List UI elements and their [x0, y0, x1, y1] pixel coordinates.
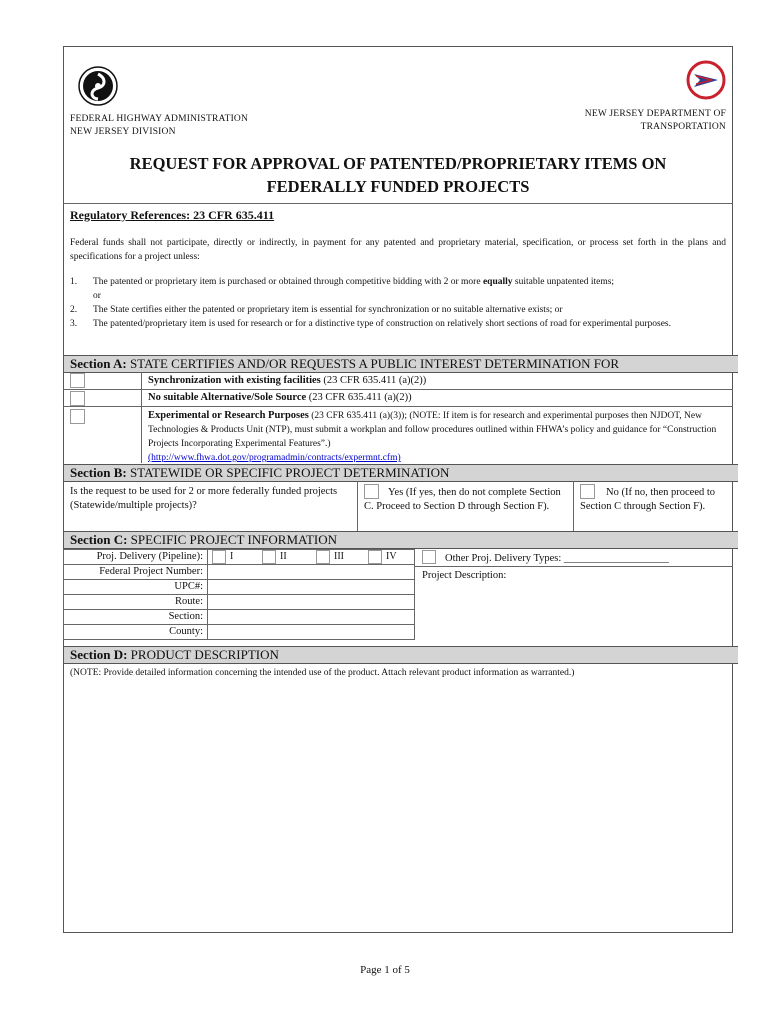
section-b-header	[64, 464, 738, 482]
county-label: County:	[64, 625, 208, 640]
phase-i-checkbox[interactable]	[212, 550, 226, 564]
project-description-label: Project Description:	[422, 570, 507, 581]
list-item	[70, 317, 726, 331]
njdot-header	[520, 108, 726, 134]
divider	[63, 406, 733, 407]
federal-project-label: Federal Project Number:	[64, 565, 208, 580]
county-field[interactable]	[208, 625, 415, 640]
list-text-or: or	[93, 291, 101, 301]
list-text: The State certifies either the patented or proprietary item is essential for synchronization or no suitable alternative exists; or	[93, 305, 563, 315]
project-info-table	[63, 549, 415, 640]
njdot-name-2: TRANSPORTATION	[640, 122, 726, 132]
section-b-title: STATEWIDE OR SPECIFIC PROJECT DETERMINATION	[126, 465, 450, 480]
federal-project-field[interactable]	[208, 565, 415, 580]
section-d-label: Section D:	[70, 647, 128, 662]
list-item	[70, 275, 726, 303]
experimental-option	[148, 409, 726, 465]
statewide-question: Is the request to be used for 2 or more federally funded projects (Statewide/multiple projects)?	[70, 486, 338, 511]
form-title	[64, 152, 732, 198]
list-number: 3.	[70, 319, 78, 329]
sole-source-option-bold: No suitable Alternative/Sole Source	[148, 392, 307, 403]
list-number: 2.	[70, 305, 78, 315]
phase-ii-label: II	[280, 551, 287, 562]
list-text-bold: equally	[482, 277, 513, 287]
section-c-title: SPECIFIC PROJECT INFORMATION	[127, 532, 338, 547]
section-a-title: STATE CERTIFIES AND/OR REQUESTS A PUBLIC INTEREST DETERMINATION FOR	[126, 356, 620, 371]
yes-option: Yes (If yes, then do not complete Section C. Proceed to Section D through Section F).	[364, 487, 561, 512]
divider	[415, 566, 733, 567]
section-a-label: Section A:	[70, 356, 127, 371]
list-text: The patented/proprietary item is used for research or for a distinctive type of construction on relatively short sections of road for experimental purposes.	[93, 319, 671, 329]
phase-i-label: I	[230, 551, 234, 562]
list-text-pre: The patented or proprietary item is purchased or obtained through competitive bidding with 2 or more	[93, 277, 483, 287]
section-a-header	[64, 355, 738, 373]
experimental-option-note: (23 CFR 635.411 (a)(3)); (NOTE: If item is for research and experimental purposes then NJDOT, New Technologies & Products Unit (NTP), must submit a workplan and follow procedures outlined within FHWA’s policy and guidance for “Construction Projects Incorporating Experimental Features”.)	[148, 411, 717, 449]
sync-option-bold: Synchronization with existing facilities	[148, 375, 321, 386]
product-description-area[interactable]	[64, 684, 732, 930]
upc-field[interactable]	[208, 580, 415, 595]
title-line1: REQUEST FOR APPROVAL OF PATENTED/PROPRIETARY ITEMS ON	[129, 154, 667, 173]
phase-options	[208, 550, 415, 565]
phase-iii-checkbox[interactable]	[316, 550, 330, 564]
title-line2: FEDERALLY FUNDED PROJECTS	[266, 177, 530, 196]
list-number: 1.	[70, 277, 78, 287]
divider	[63, 389, 733, 390]
table-row	[64, 625, 415, 640]
phase-iii-label: III	[334, 551, 344, 562]
sync-option-ref: (23 CFR 635.411 (a)(2))	[320, 375, 427, 386]
divider	[357, 481, 358, 531]
page-number: Page 1 of 5	[360, 964, 410, 976]
other-delivery-checkbox[interactable]	[422, 550, 436, 564]
table-row	[64, 550, 415, 565]
route-label: Route:	[64, 595, 208, 610]
product-description-note: (NOTE: Provide detailed information concerning the intended use of the product. Attach relevant product information as warranted.)	[70, 668, 575, 678]
divider	[63, 203, 733, 204]
section-c-label: Section C:	[70, 532, 128, 547]
fhwa-header	[70, 113, 248, 139]
usdot-seal-icon	[78, 66, 118, 106]
phase-iv-label: IV	[386, 551, 397, 562]
divider	[141, 372, 142, 463]
phase-ii-checkbox[interactable]	[262, 550, 276, 564]
njdot-name-1: NEW JERSEY DEPARTMENT OF	[584, 109, 726, 119]
section-label: Section:	[64, 610, 208, 625]
section-d-title: PRODUCT DESCRIPTION	[127, 647, 279, 662]
experimental-option-bold: Experimental or Research Purposes	[148, 410, 309, 421]
list-text	[93, 275, 726, 303]
sole-source-option-ref: (23 CFR 635.411 (a)(2))	[306, 392, 412, 403]
delivery-label: Proj. Delivery (Pipeline):	[64, 550, 208, 565]
no-option: No (If no, then proceed to Section C through Section F).	[580, 487, 716, 512]
fhwa-guidance-link[interactable]: (http://www.fhwa.dot.gov/programadmin/contracts/expermnt.cfm)	[148, 453, 401, 463]
fhwa-name: FEDERAL HIGHWAY ADMINISTRATION	[70, 114, 249, 124]
table-row	[64, 610, 415, 625]
section-d-header	[64, 646, 738, 664]
phase-iv-checkbox[interactable]	[368, 550, 382, 564]
fhwa-division: NEW JERSEY DIVISION	[70, 127, 176, 137]
sync-option	[148, 374, 426, 388]
njdot-logo-icon	[686, 60, 726, 100]
sole-source-option	[148, 391, 412, 405]
upc-label: UPC#:	[64, 580, 208, 595]
regulatory-paragraph: Federal funds shall not participate, directly or indirectly, in payment for any patented and proprietary material, specification, or process set forth in the plans and specifications for a project unless:	[70, 238, 726, 262]
list-item	[70, 303, 726, 317]
table-row	[64, 580, 415, 595]
list-text-post: suitable unpatented items;	[512, 277, 615, 287]
section-b-label: Section B:	[70, 465, 127, 480]
regulatory-list	[70, 275, 726, 331]
table-row	[64, 565, 415, 580]
route-field[interactable]	[208, 595, 415, 610]
section-c-header	[64, 531, 738, 549]
other-delivery-label: Other Proj. Delivery Types: ____________________	[445, 553, 669, 564]
regulatory-heading: Regulatory References: 23 CFR 635.411	[70, 208, 275, 222]
sole-source-checkbox[interactable]	[70, 391, 85, 406]
divider	[573, 481, 574, 531]
table-row	[64, 595, 415, 610]
sync-checkbox[interactable]	[70, 373, 85, 388]
experimental-checkbox[interactable]	[70, 409, 85, 424]
section-field[interactable]	[208, 610, 415, 625]
